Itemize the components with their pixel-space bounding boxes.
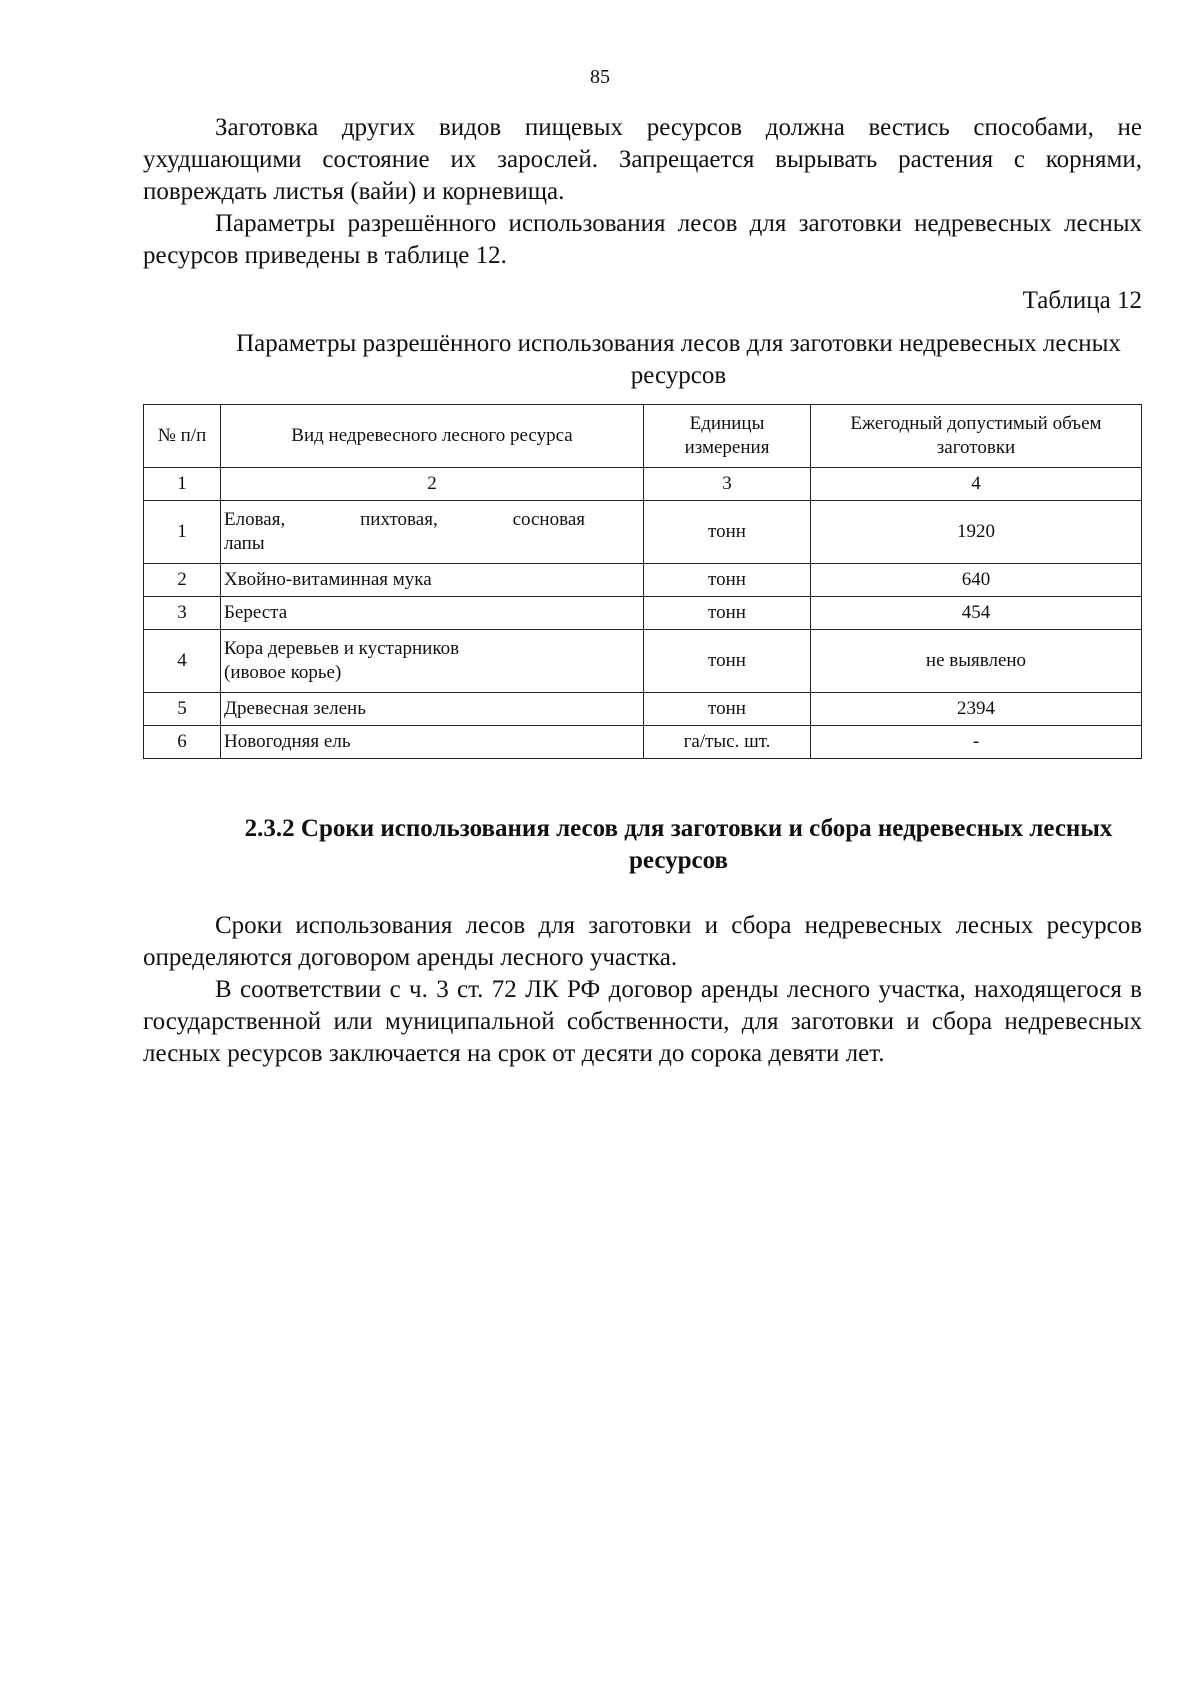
section-spacer <box>143 877 1142 910</box>
row-resource-name: Береста <box>221 597 644 630</box>
row-volume: не выявлено <box>811 630 1142 693</box>
page-number: 85 <box>590 66 610 88</box>
table-label: Таблица 12 <box>1022 287 1142 314</box>
column-index: 1 <box>144 468 221 501</box>
row-volume: - <box>811 726 1142 759</box>
column-index: 2 <box>221 468 644 501</box>
section-paragraph-2: В соответствии с ч. 3 ст. 72 ЛК РФ договор аренды лесного участка, находящегося в государственной или муниципальной собственности, для заготовки и сбора недревесных лесных ресурсов заключается на срок от десяти до сорока девяти лет. <box>143 976 1142 1067</box>
row-num: 4 <box>144 630 221 693</box>
header-unit: Единицы измерения <box>644 405 811 468</box>
row-num: 1 <box>144 501 221 564</box>
resources-table <box>143 404 1142 759</box>
row-unit: тонн <box>644 693 811 726</box>
row-volume: 454 <box>811 597 1142 630</box>
row-unit: тонн <box>644 630 811 693</box>
table-row <box>144 726 1142 759</box>
row-unit: га/тыс. шт. <box>644 726 811 759</box>
row-num: 2 <box>144 564 221 597</box>
header-resource-type: Вид недревесного лесного ресурса <box>221 405 644 468</box>
header-annual-volume: Ежегодный допустимый объем заготовки <box>811 405 1142 468</box>
row-unit: тонн <box>644 564 811 597</box>
row-volume: 1920 <box>811 501 1142 564</box>
row-num: 6 <box>144 726 221 759</box>
row-num: 5 <box>144 693 221 726</box>
row-resource-name-line: Кора деревьев и кустарников <box>224 638 460 659</box>
row-resource-name: Древесная зелень <box>221 693 644 726</box>
row-resource-name-line: (ивовое корье) <box>224 662 342 683</box>
row-unit: тонн <box>644 597 811 630</box>
table-header-row <box>144 405 1142 468</box>
table-row <box>144 630 1142 693</box>
row-volume: 2394 <box>811 693 1142 726</box>
column-index-row <box>144 468 1142 501</box>
section-paragraph-1: Сроки использования лесов для заготовки и сбора недревесных лесных ресурсов определяются договором аренды лесного участка. <box>143 912 1142 971</box>
table-row <box>144 693 1142 726</box>
row-resource-name-line: лапы <box>224 533 265 554</box>
page-content <box>143 112 1142 1070</box>
row-resource-name: Новогодняя ель <box>221 726 644 759</box>
table-row <box>144 564 1142 597</box>
row-unit: тонн <box>644 501 811 564</box>
table-title: Параметры разрешённого использования лесов для заготовки недревесных лесных ресурсов <box>236 330 1121 389</box>
row-resource-name-line: Еловая, пихтовая, сосновая <box>224 509 585 530</box>
header-num: № п/п <box>144 405 221 468</box>
intro-paragraph-2: Параметры разрешённого использования лесов для заготовки недревесных лесных ресурсов приведены в таблице 12. <box>143 210 1142 269</box>
row-resource-name: Хвойно-витаминная мука <box>221 564 644 597</box>
row-resource-name <box>221 630 644 693</box>
intro-paragraph-1: Заготовка других видов пищевых ресурсов должна вестись способами, не ухудшающими состояние их зарослей. Запрещается вырывать растения с корнями, повреждать листья (вайи) и корневища. <box>143 114 1142 205</box>
row-num: 3 <box>144 597 221 630</box>
table-row <box>144 597 1142 630</box>
row-volume: 640 <box>811 564 1142 597</box>
column-index: 4 <box>811 468 1142 501</box>
row-resource-name <box>221 501 644 564</box>
column-index: 3 <box>644 468 811 501</box>
section-heading: 2.3.2 Сроки использования лесов для заготовки и сбора недревесных лесных ресурсов <box>244 815 1113 874</box>
table-row <box>144 501 1142 564</box>
